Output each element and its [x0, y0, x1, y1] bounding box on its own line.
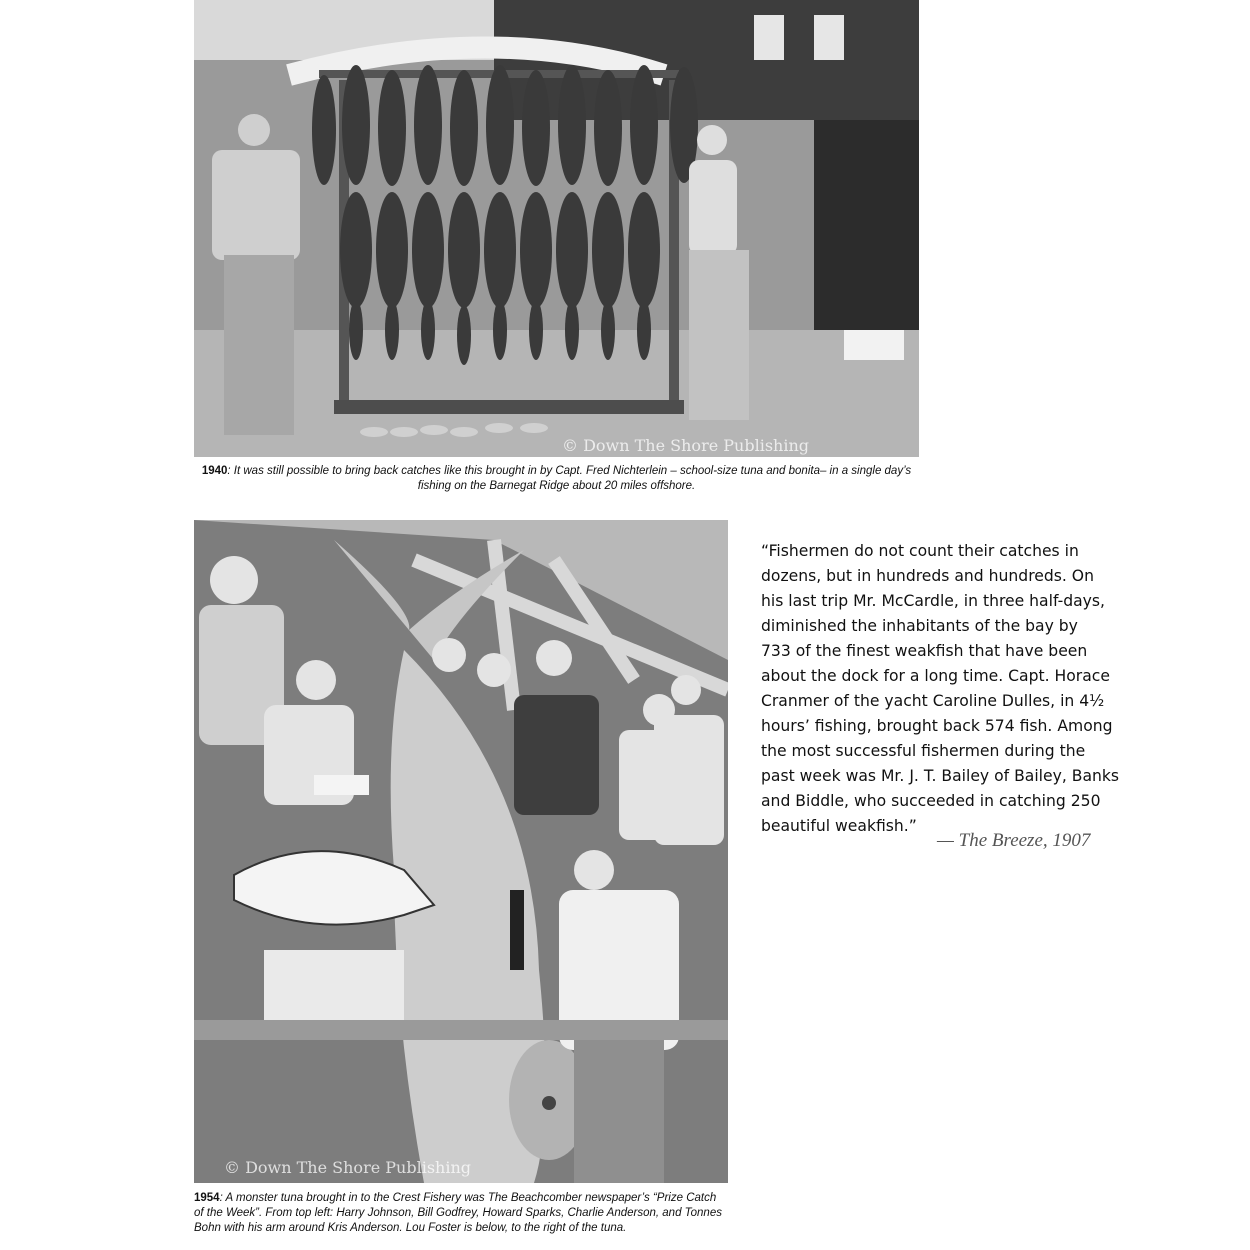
quote-line: Cranmer of the yacht Caroline Dulles, in 4½ [761, 692, 1105, 710]
caption-1954-text: : A monster tuna brought in to the Crest Fishery was The Beachcomber newspaper’s “Prize Catch of the Week”. From top left: Harry Johnson, Bill Godfrey, Howard Sparks, Charlie Anderson, and Tonnes Bohn with his arm around Kris Anderson. Lou Foster is below, to the right of the tuna. [194, 1192, 722, 1234]
caption-1940-text: : It was still possible to bring back catches like this brought in by Capt. Fred Nichterlein – school-size tuna and bonita– in a single day’s fishing on the Barnegat Ridge about 20 miles offshore. [227, 465, 912, 492]
photo-1954-watermark: © Down The Shore Publishing [224, 1158, 471, 1177]
photo-1940-watermark: © Down The Shore Publishing [562, 436, 809, 455]
quote-line: the most successful fishermen during the [761, 742, 1086, 760]
photo-1954-caption [194, 1191, 728, 1236]
photo-1940-catch [194, 0, 919, 457]
quote-line: hours’ fishing, brought back 574 fish. Among [761, 717, 1113, 735]
caption-1954-year: 1954 [194, 1192, 220, 1204]
photo-1940-caption [194, 464, 919, 494]
quote-line: past week was Mr. J. T. Bailey of Bailey, Banks [761, 767, 1120, 785]
photo-1954-illustration [194, 520, 728, 1183]
quote-line: dozens, but in hundreds and hundreds. On [761, 567, 1094, 585]
quote-line: about the dock for a long time. Capt. Horace [761, 667, 1110, 685]
quote-line: “Fishermen do not count their catches in [761, 542, 1079, 560]
quote-line: and Biddle, who succeeded in catching 250 [761, 792, 1101, 810]
photo-1954-tuna [194, 520, 728, 1183]
quote-line: his last trip Mr. McCardle, in three half-days, [761, 592, 1105, 610]
quote-line: beautiful weakfish.” [761, 817, 917, 835]
photo-1940-illustration [194, 0, 919, 457]
quote-line: 733 of the finest weakfish that have been [761, 642, 1088, 660]
pull-quote [761, 539, 1120, 839]
quote-attribution: — The Breeze, 1907 [937, 830, 1091, 851]
caption-1940-year: 1940 [201, 465, 228, 477]
quote-line: diminished the inhabitants of the bay by [761, 617, 1078, 635]
